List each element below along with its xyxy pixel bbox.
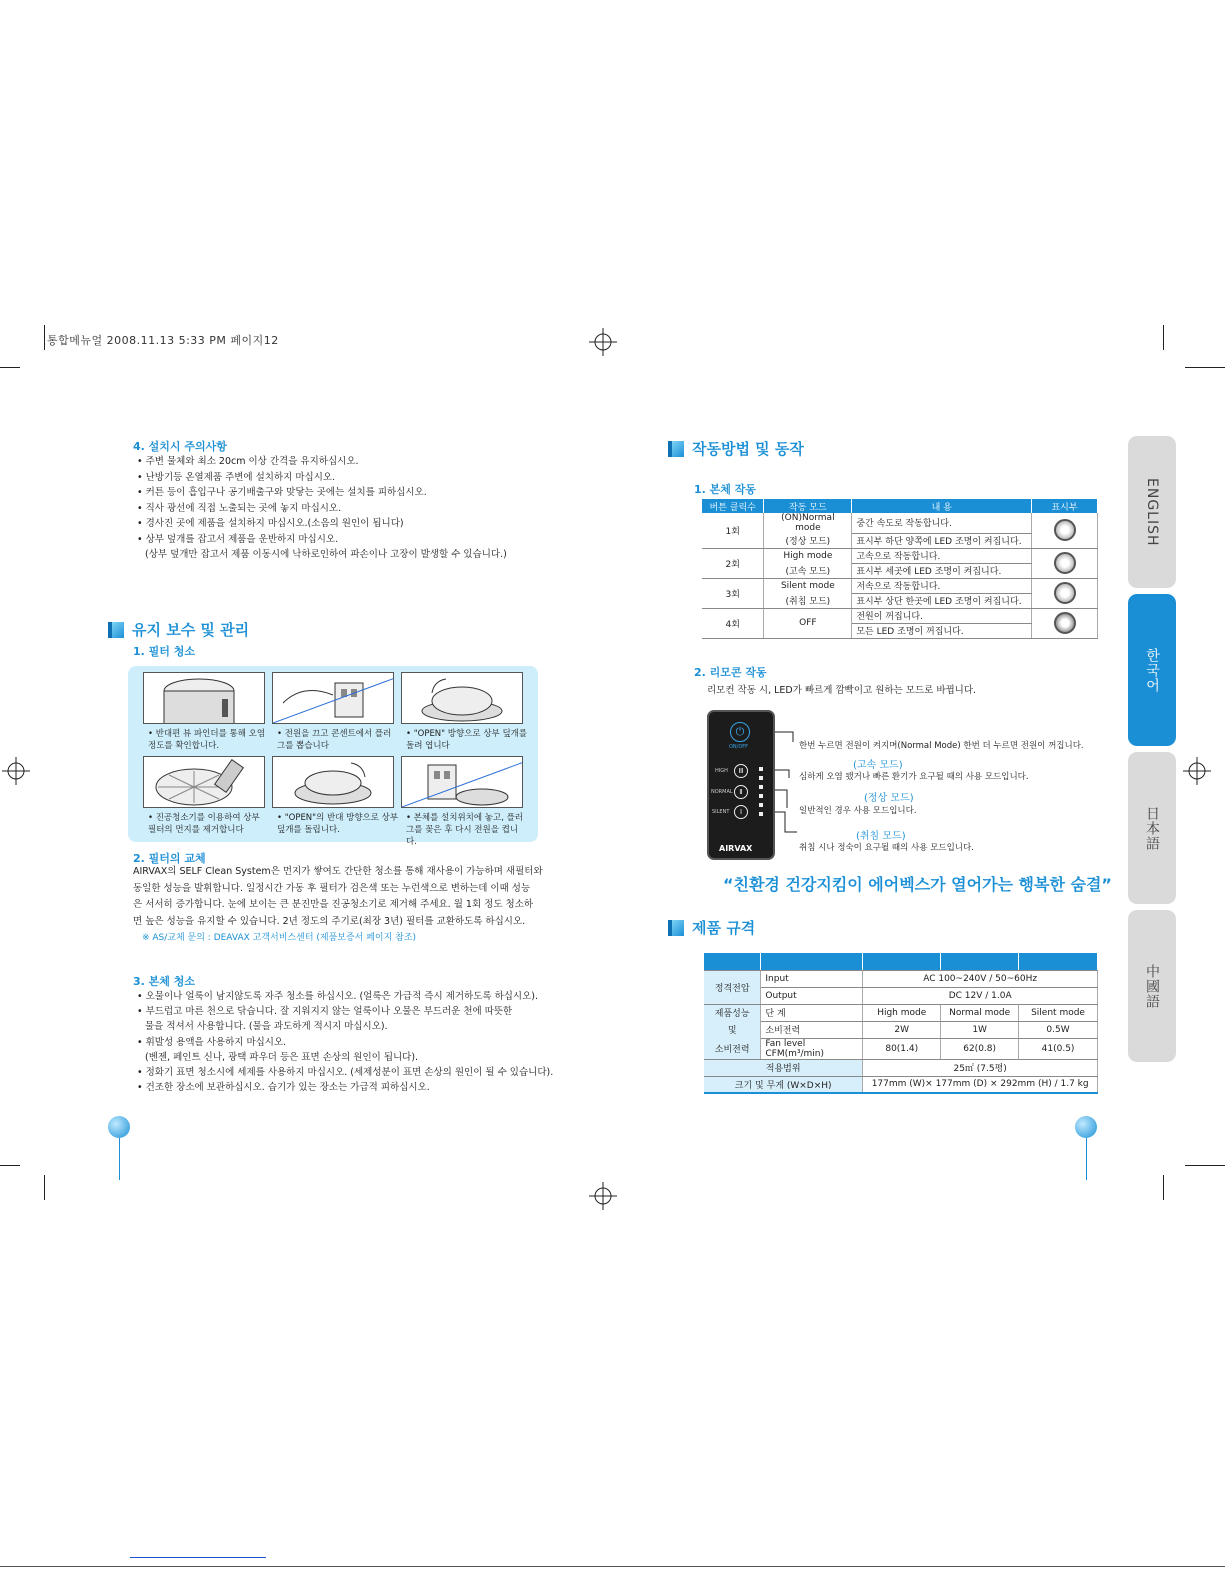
list-item: • 휘발성 용액을 사용하지 마십시오. bbox=[137, 1036, 287, 1048]
mode-name: Silent mode bbox=[764, 578, 852, 593]
mode-desc: 전원이 꺼집니다. bbox=[852, 608, 1032, 623]
body-operation-title: 1. 본체 작동 bbox=[694, 483, 756, 496]
indicator-cell bbox=[1032, 608, 1098, 638]
step-photo-close-cover bbox=[272, 756, 394, 808]
table-header-row bbox=[704, 953, 1098, 970]
step-photo-viewfinder bbox=[143, 672, 265, 724]
mode-name-ko: (정상 모드) bbox=[764, 533, 852, 548]
table-header-row bbox=[702, 499, 1098, 513]
registration-mark bbox=[1183, 757, 1211, 785]
silent-mode-desc: 취침 시나 정숙이 요구될 때의 사용 모드입니다. bbox=[799, 843, 974, 853]
registration-mark bbox=[589, 328, 617, 356]
paragraph-line: 은 서서히 증가합니다. 눈에 보이는 큰 분진만을 진공청소기로 제거해 주세요. 월 1회 정도 청소하 bbox=[133, 899, 534, 910]
operation-heading bbox=[668, 438, 804, 459]
click-count: 3회 bbox=[702, 578, 764, 608]
section-title: 제품 규격 bbox=[692, 919, 756, 937]
click-count: 2회 bbox=[702, 548, 764, 578]
section-marker-icon bbox=[668, 441, 684, 457]
mode-desc: 고속으로 작동합니다. bbox=[852, 548, 1032, 563]
list-item: • 정화기 표면 청소시에 세제를 사용하지 마십시오. (세제성분이 표면 손상의 원인이 될 수 있습니다). bbox=[137, 1067, 554, 1079]
list-item: • 커튼 등이 흡입구나 공기배출구와 맞닿는 곳에는 설치를 피하십시오. bbox=[137, 487, 427, 498]
table-row bbox=[702, 548, 1098, 563]
normal-mode-label: (정상 모드) bbox=[864, 793, 914, 804]
onoff-label: ON/OFF bbox=[729, 744, 749, 750]
tab-korean[interactable] bbox=[1128, 594, 1176, 746]
step-caption: • 반대편 뷰 파인더를 통해 오염정도를 확인합니다. bbox=[148, 729, 266, 751]
power-value: 1W bbox=[941, 1021, 1019, 1038]
silent-label: SILENT bbox=[712, 809, 730, 815]
crop-mark bbox=[1185, 1165, 1225, 1166]
input-value: AC 100~240V / 50~60Hz bbox=[863, 970, 1098, 987]
column-header: 작동 모드 bbox=[764, 499, 852, 513]
high-mode-label: (고속 모드) bbox=[853, 760, 903, 771]
slogan: “친환경 건강지킴이 에어벡스가 열어가는 행복한 숨결” bbox=[723, 875, 1112, 894]
column-header: 표시부 bbox=[1032, 499, 1098, 513]
mode-value: High mode bbox=[863, 1004, 941, 1021]
spec-heading bbox=[668, 917, 755, 938]
step-caption: • 전원을 끄고 콘센트에서 플러그를 뽑습니다 bbox=[277, 729, 392, 751]
column-header: 내 용 bbox=[852, 499, 1032, 513]
paragraph-line: 동일한 성능을 발휘합니다. 일정시간 가동 후 필터가 검은색 또는 누런색으로 변하는데 이때 성능 bbox=[133, 882, 531, 894]
mode-name: OFF bbox=[764, 608, 852, 638]
performance-label: 및 bbox=[704, 1021, 761, 1038]
crop-mark bbox=[0, 367, 20, 368]
list-item: • 주변 물체와 최소 20cm 이상 간격을 유지하십시오. bbox=[137, 456, 359, 467]
filter-clean-title: 1. 필터 청소 bbox=[133, 645, 195, 658]
registration-mark bbox=[589, 1182, 617, 1210]
mode-desc: 모든 LED 조명이 꺼집니다. bbox=[852, 623, 1032, 638]
power-value: 0.5W bbox=[1019, 1021, 1098, 1038]
crop-mark bbox=[0, 1165, 20, 1166]
as-contact-note: ※ AS/교체 문의 : DEAVAX 고객서비스센터 (제품보증서 페이지 참조) bbox=[142, 933, 417, 943]
print-header: 통합메뉴얼 2008.11.13 5:33 PM 페이지12 bbox=[47, 334, 279, 347]
page-marker-icon bbox=[1075, 1116, 1097, 1138]
silent-mode-label: (취침 모드) bbox=[856, 831, 906, 842]
filter-replace-title: 2. 필터의 교체 bbox=[133, 852, 206, 865]
list-item: • 직사 광선에 직접 노출되는 곳에 놓지 마십시오. bbox=[137, 502, 342, 514]
tab-label: 한국어 bbox=[1144, 647, 1160, 693]
input-label: Input bbox=[761, 970, 863, 987]
mode-name-ko: (취침 모드) bbox=[764, 593, 852, 608]
tab-english[interactable] bbox=[1128, 436, 1176, 588]
fan-value: 80(1.4) bbox=[863, 1038, 941, 1059]
list-item: • 난방기등 온열제품 주변에 설치하지 마십시오. bbox=[137, 471, 336, 483]
click-count: 4회 bbox=[702, 608, 764, 638]
high-label: HIGH bbox=[715, 768, 728, 774]
list-item: • 부드럽고 마른 천으로 닦습니다. 잘 지워지지 않는 얼룩이나 오물은 부드러운 천에 따뜻한 bbox=[137, 1006, 513, 1018]
brand-logo: AIRVAX bbox=[719, 844, 753, 853]
filter-replace-text bbox=[133, 864, 543, 930]
size-label: 크기 및 무게 (W×D×H) bbox=[704, 1076, 863, 1093]
rated-voltage-label: 정격전압 bbox=[704, 970, 761, 1004]
table-row bbox=[702, 578, 1098, 593]
performance-label: 제품성능 bbox=[704, 1004, 761, 1021]
output-label: Output bbox=[761, 987, 863, 1004]
mode-name: High mode bbox=[764, 548, 852, 563]
indicator-dial-icon bbox=[1054, 519, 1076, 541]
table-row bbox=[702, 513, 1098, 533]
range-label: 적용범위 bbox=[704, 1059, 863, 1076]
step-photo-vacuum bbox=[143, 756, 265, 808]
table-row bbox=[704, 1004, 1098, 1021]
tab-label: 中國語 bbox=[1144, 963, 1160, 1009]
table-row bbox=[704, 970, 1098, 987]
page-edge-line bbox=[0, 1566, 1225, 1567]
indicator-cell bbox=[1032, 513, 1098, 548]
mode-name-ko: (고속 모드) bbox=[764, 563, 852, 578]
fan-label: Fan level CFM(m³/min) bbox=[761, 1038, 863, 1059]
list-item: 물을 적셔서 사용합니다. (물을 과도하게 적시지 마십시오). bbox=[145, 1021, 388, 1033]
table-row bbox=[704, 1076, 1098, 1093]
paragraph-line: 면 높은 성능을 유지할 수 있습니다. 2년 정도의 주기로(최장 3년) 필터를 교환하도록 하십시오. bbox=[133, 915, 526, 927]
step-caption: • 진공청소기를 이용하여 상부 필터의 먼지를 제거합니다 bbox=[148, 813, 260, 835]
mode-desc: 표시부 상단 한곳에 LED 조명이 켜집니다. bbox=[852, 593, 1032, 608]
mode-value: Silent mode bbox=[1019, 1004, 1098, 1021]
range-value: 25㎡ (7.5평) bbox=[863, 1059, 1098, 1076]
page-marker-line bbox=[1086, 1138, 1087, 1180]
crop-mark bbox=[1163, 1175, 1164, 1200]
remote-intro: 리모컨 작동 시, LED가 빠르게 깜빡이고 원하는 모드로 바뀝니다. bbox=[707, 685, 977, 696]
power-icon[interactable]: ⏻ bbox=[730, 722, 750, 742]
install-note: (상부 덮개만 잡고서 제품 이동시에 낙하로인하여 파손이나 고장이 발생할 수 있습니다.) bbox=[145, 549, 507, 560]
operation-table bbox=[702, 499, 1098, 639]
stage-label: 단 계 bbox=[761, 1004, 863, 1021]
paragraph-line: AIRVAX의 SELF Clean System은 먼지가 쌓여도 간단한 청소를 통해 재사용이 가능하며 새필터와 bbox=[133, 866, 543, 877]
indicator-dial-icon bbox=[1054, 582, 1076, 604]
power-desc: 한번 누르면 전원이 켜지며(Normal Mode) 한번 더 누르면 전원이 꺼집니다. bbox=[799, 741, 1084, 751]
normal-mode-button[interactable]: Ⅱ bbox=[734, 785, 748, 799]
page-marker-icon bbox=[108, 1116, 130, 1138]
step-caption: • "OPEN" 방향으로 상부 덮개를 돌려 엽니다 bbox=[406, 729, 528, 751]
fan-value: 41(0.5) bbox=[1019, 1038, 1098, 1059]
mode-name: (ON)Normal mode bbox=[764, 513, 852, 533]
performance-label: 소비전력 bbox=[704, 1038, 761, 1059]
link-underline bbox=[130, 1557, 266, 1558]
power-label: 소비전력 bbox=[761, 1021, 863, 1038]
power-value: 2W bbox=[863, 1021, 941, 1038]
crop-mark bbox=[44, 1175, 45, 1200]
table-row bbox=[704, 987, 1098, 1004]
tab-label: 日本語 bbox=[1144, 805, 1160, 851]
mode-desc: 표시부 세곳에 LED 조명이 켜집니다. bbox=[852, 563, 1032, 578]
section-title: 유지 보수 및 관리 bbox=[132, 621, 250, 639]
high-mode-button[interactable]: Ⅲ bbox=[734, 764, 748, 778]
page-marker-line bbox=[119, 1138, 120, 1180]
click-count: 1회 bbox=[702, 513, 764, 548]
normal-mode-desc: 일반적인 경우 사용 모드입니다. bbox=[799, 806, 917, 816]
spec-table bbox=[704, 953, 1098, 1094]
table-row bbox=[704, 1038, 1098, 1059]
body-clean-list bbox=[137, 989, 553, 1095]
maintenance-heading bbox=[108, 619, 249, 640]
mode-desc: 저속으로 작동합니다. bbox=[852, 578, 1032, 593]
mode-value: Normal mode bbox=[941, 1004, 1019, 1021]
crop-mark bbox=[1163, 325, 1164, 350]
list-item: • 상부 덮개를 잡고서 제품을 운반하지 마십시오. bbox=[137, 533, 339, 545]
output-value: DC 12V / 1.0A bbox=[863, 987, 1098, 1004]
remote-title: 2. 리모콘 작동 bbox=[694, 666, 767, 679]
indicator-cell bbox=[1032, 548, 1098, 578]
tab-japanese[interactable] bbox=[1128, 752, 1176, 904]
size-value: 177mm (W)× 177mm (D) × 292mm (H) / 1.7 kg bbox=[863, 1076, 1098, 1093]
step-photo-unplug bbox=[272, 672, 394, 724]
step-caption: • "OPEN"의 반대 방향으로 상부 덮개를 돌립니다. bbox=[277, 813, 399, 835]
list-item: • 건조한 장소에 보관하십시오. 습기가 있는 장소는 가급적 피하십시오. bbox=[137, 1082, 430, 1094]
list-item: (벤젠, 페인트 신나, 광택 파우더 등은 표면 손상의 원인이 됩니다). bbox=[145, 1051, 419, 1063]
tab-chinese[interactable] bbox=[1128, 910, 1176, 1062]
step-photo-open-cover bbox=[401, 672, 523, 724]
silent-mode-button[interactable]: Ⅰ bbox=[734, 805, 748, 819]
table-row bbox=[702, 608, 1098, 623]
crop-mark bbox=[44, 325, 45, 350]
list-item: • 경사진 곳에 제품을 설치하지 마십시오.(소음의 원인이 됩니다) bbox=[137, 518, 404, 529]
remote-control bbox=[707, 710, 775, 860]
step-photo-plug-in bbox=[401, 756, 523, 808]
indicator-dial-off-icon bbox=[1054, 612, 1076, 634]
list-item: • 오물이나 얼룩이 남지않도록 자주 청소를 하십시오. (얼룩은 가급적 즉시 제거하도록 하십시오). bbox=[137, 991, 539, 1002]
section-marker-icon bbox=[668, 920, 684, 936]
section-marker-icon bbox=[108, 622, 124, 638]
normal-label: NORMAL bbox=[711, 789, 733, 795]
section-title: 작동방법 및 동작 bbox=[692, 440, 804, 458]
filter-steps-panel bbox=[128, 666, 538, 847]
column-header: 버튼 클릭수 bbox=[702, 499, 764, 513]
mode-desc: 중간 속도로 작동합니다. bbox=[852, 513, 1032, 533]
mode-desc: 표시부 하단 양쪽에 LED 조명이 켜집니다. bbox=[852, 533, 1032, 548]
indicator-cell bbox=[1032, 578, 1098, 608]
step-caption: • 본체를 설치위치에 놓고, 플러그를 꽂은 후 다시 전원을 켭니다. bbox=[406, 813, 524, 847]
tab-label: ENGLISH bbox=[1144, 477, 1160, 547]
registration-mark bbox=[2, 757, 30, 785]
table-row bbox=[704, 1059, 1098, 1076]
high-mode-desc: 심하게 오염 됐거나 빠른 환기가 요구될 때의 사용 모드입니다. bbox=[799, 772, 1029, 782]
crop-mark bbox=[1185, 367, 1225, 368]
install-title: 4. 설치시 주의사항 bbox=[133, 440, 227, 453]
install-list bbox=[137, 454, 427, 547]
indicator-dial-icon bbox=[1054, 552, 1076, 574]
body-clean-title: 3. 본체 청소 bbox=[133, 975, 195, 988]
led-indicator bbox=[759, 767, 763, 817]
fan-value: 62(0.8) bbox=[941, 1038, 1019, 1059]
table-row bbox=[704, 1021, 1098, 1038]
